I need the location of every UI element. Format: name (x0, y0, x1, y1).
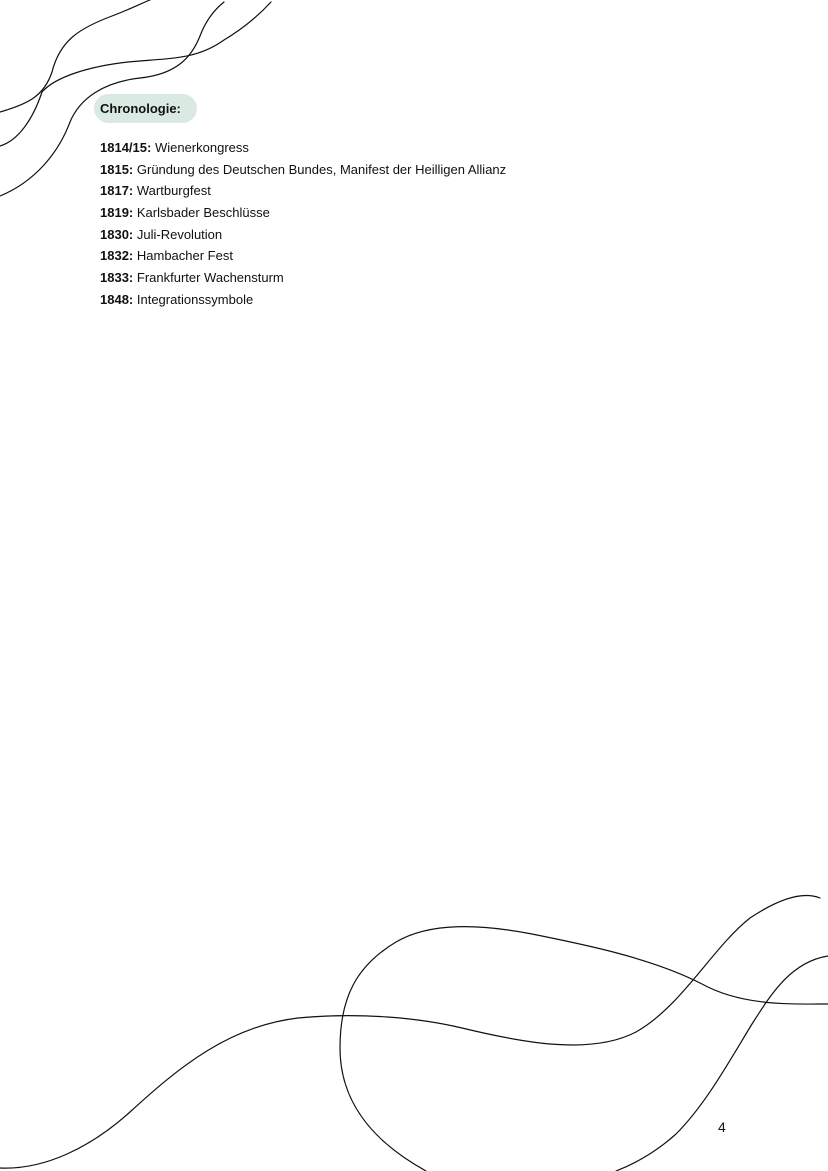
page-number: 4 (718, 1119, 726, 1135)
list-item (100, 137, 506, 159)
entry-year: 1814/15: (100, 140, 152, 155)
entry-year: 1817: (100, 183, 134, 199)
entry-year: 1848: (100, 291, 134, 307)
decorative-curve-bottom-2 (340, 927, 828, 1171)
decorative-curve-bottom-3 (616, 956, 828, 1171)
entry-year: 1815: (100, 161, 134, 177)
entry-event: Hambacher Fest (136, 248, 233, 264)
entry-event: Juli-Revolution (136, 226, 223, 242)
list-item (100, 202, 506, 224)
list-item (100, 289, 506, 311)
entry-year: 1833: (100, 270, 134, 286)
list-item (100, 159, 506, 181)
entry-year: 1832: (100, 248, 134, 264)
entry-event: Frankfurter Wachensturm (136, 270, 284, 286)
entry-event: Karlsbader Beschlüsse (136, 205, 270, 221)
entry-year: 1830: (100, 226, 134, 242)
entry-event: Gründung des Deutschen Bundes, Manifest der Heilligen Allianz (136, 161, 507, 177)
list-item (100, 180, 506, 202)
list-item (100, 267, 506, 289)
chronology-list (100, 137, 506, 311)
entry-event: Wartburgfest (136, 183, 211, 199)
entry-event: Wienerkongress (154, 140, 249, 155)
entry-year: 1819: (100, 205, 134, 221)
list-item (100, 245, 506, 267)
decorative-curve-top-2 (0, 2, 271, 146)
chronology-heading: Chronologie: (94, 94, 197, 123)
entry-event: Integrationssymbole (136, 291, 254, 307)
decorative-curve-bottom-1 (0, 895, 820, 1168)
list-item (100, 224, 506, 246)
